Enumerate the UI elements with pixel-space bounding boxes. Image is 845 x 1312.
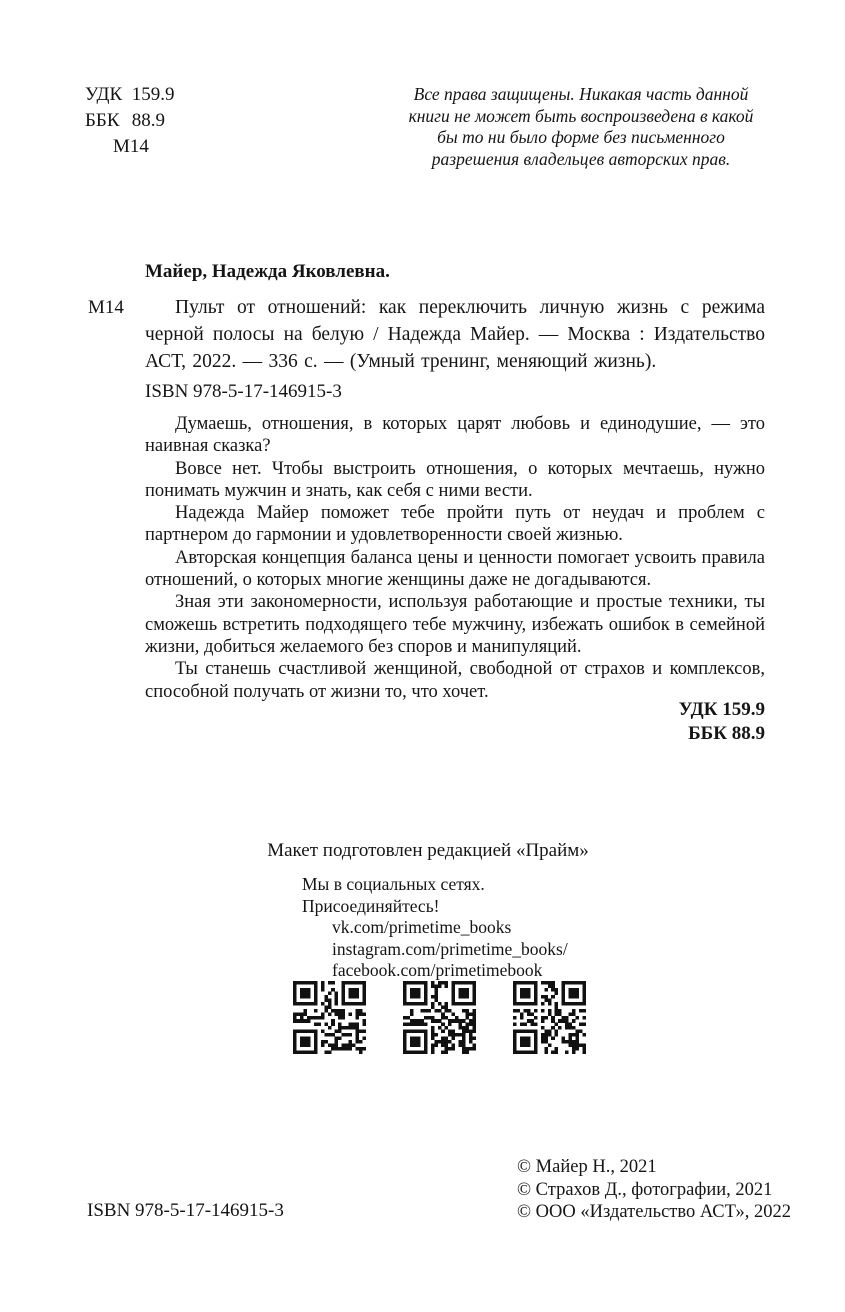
annotation-paragraph: Ты станешь счастливой женщиной, свободной от страхов и комплексов, способной получать от жизни то, что хочет. xyxy=(145,659,765,702)
author-sign-top: М14 xyxy=(113,136,149,157)
annotation-paragraph: Вовсе нет. Чтобы выстроить отношения, о которых мечтаешь, нужно понимать мужчин и знать, как себя с ними вести. xyxy=(145,458,765,501)
bbk-line-bottom: ББК 88.9 xyxy=(688,722,765,744)
udk-line xyxy=(85,82,175,108)
catalog-entry-block xyxy=(85,294,765,375)
qr-code-1 xyxy=(293,981,366,1054)
social-media-block xyxy=(302,874,568,982)
bbk-value: 88.9 xyxy=(131,110,165,131)
udk-line-bottom: УДК 159.9 xyxy=(678,699,765,720)
bibliographic-entry: Пульт от отношений: как переключить личную жизнь с режима черной полосы на белую / Надежда Майер. — Москва : Издательство АСТ, 2022. — 336 с. — (Умный тренинг, меняющий жизнь). xyxy=(145,297,765,372)
rights-notice-line: книги не может быть воспроизведена в какой xyxy=(408,105,754,126)
social-link-vk: vk.com/primetime_books xyxy=(332,917,512,938)
qr-code-row xyxy=(293,981,586,1054)
annotation-paragraph: Зная эти закономерности, используя работающие и простые техники, ты сможешь встретить подходящего тебе мужчину, избежать ошибок в семейной жизни, добиться желаемого без споров и манипуляций. xyxy=(145,592,765,657)
udk-value: 159.9 xyxy=(131,84,175,105)
social-link-facebook: facebook.com/primetimebook xyxy=(332,960,543,981)
qr-code-3 xyxy=(513,981,586,1054)
annotation-text xyxy=(145,413,765,703)
bbk-line xyxy=(85,108,175,134)
isbn-top: ISBN 978-5-17-146915-3 xyxy=(145,381,342,402)
copyright-line: © ООО «Издательство АСТ», 2022 xyxy=(517,1202,791,1223)
annotation-paragraph: Думаешь, отношения, в которых царят любовь и единодушие, — это наивная сказка? xyxy=(145,414,765,457)
rights-notice-line: Все права защищены. Никакая часть данной xyxy=(413,84,749,104)
social-links xyxy=(332,917,568,982)
copyright-line: © Майер Н., 2021 xyxy=(517,1157,657,1177)
social-intro-line: Мы в социальных сетях. xyxy=(302,874,485,894)
bbk-label: ББК xyxy=(85,110,120,131)
isbn-bottom: ISBN 978-5-17-146915-3 xyxy=(87,1200,284,1221)
rights-notice xyxy=(395,84,767,170)
qr-code-2 xyxy=(403,981,476,1054)
prepared-by-line: Макет подготовлен редакцией «Прайм» xyxy=(267,840,589,861)
copyright-block xyxy=(517,1156,791,1224)
copyright-line: © Страхов Д., фотографии, 2021 xyxy=(517,1179,773,1200)
social-intro-line: Присоединяйтесь! xyxy=(302,895,440,916)
annotation-paragraph: Авторская концепция баланса цены и ценности помогает усвоить правила отношений, о которых многие женщины даже не догадываются. xyxy=(145,547,765,591)
author-heading: Майер, Надежда Яковлевна. xyxy=(145,261,390,282)
udk-label: УДК xyxy=(85,84,123,105)
author-sign-catalog: М14 xyxy=(88,297,124,318)
annotation-paragraph: Надежда Майер поможет тебе пройти путь от неудач и проблем с партнером до гармонии и удовлетворенности своей жизнью. xyxy=(145,503,765,546)
classification-codes-top xyxy=(85,82,175,160)
rights-notice-line: разрешения владельцев авторских прав. xyxy=(431,148,731,169)
rights-notice-line: бы то ни было форме без письменного xyxy=(437,127,725,147)
classification-codes-bottom xyxy=(465,698,765,745)
social-link-instagram: instagram.com/primetime_books/ xyxy=(332,938,568,959)
